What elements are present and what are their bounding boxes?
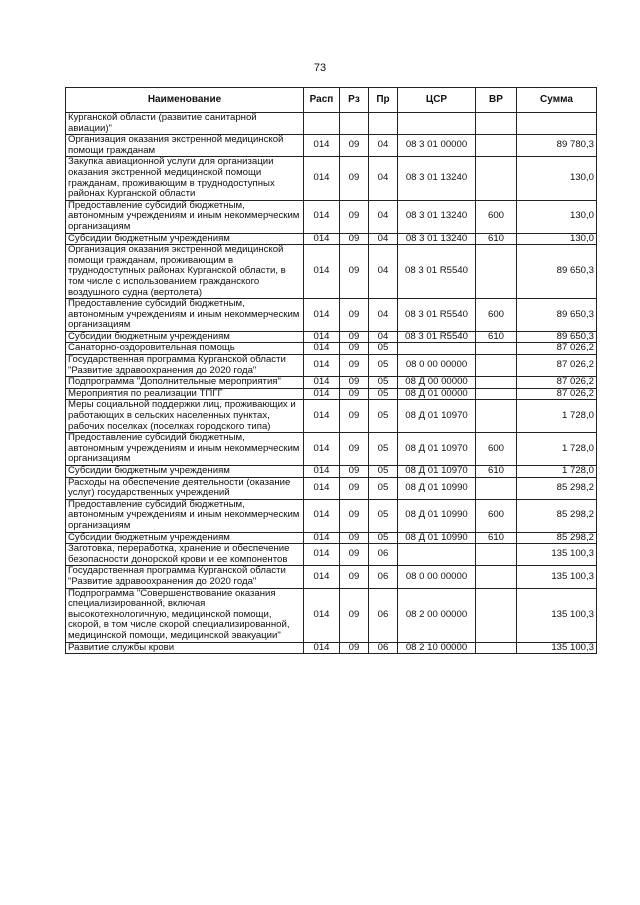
cell-name: Подпрограмма "Совершенствование оказания специализированной, включая высокотехнологичную, медицинской помощи, скорой, в том числе скорой специализированной, медицинской помощи, медицинской эвакуации" (66, 588, 304, 642)
cell-vr: 600 (476, 299, 517, 332)
cell-rz: 09 (340, 532, 369, 544)
cell-vr: 610 (476, 466, 517, 478)
cell-name: Меры социальной поддержки лиц, проживающих и работающих в сельских населенных пунктах, рабочих поселках (поселках городского типа) (66, 400, 304, 433)
cell-vr: 610 (476, 331, 517, 343)
cell-name: Организация оказания экстренной медицинской помощи гражданам (66, 135, 304, 157)
cell-csr: 08 0 00 00000 (398, 566, 476, 588)
cell-rz: 09 (340, 544, 369, 566)
cell-rz: 09 (340, 157, 369, 200)
cell-sum: 135 100,3 (517, 544, 597, 566)
cell-csr: 08 3 01 R5540 (398, 245, 476, 299)
cell-rasp: 014 (304, 245, 340, 299)
cell-vr (476, 377, 517, 389)
cell-csr: 08 Д 00 00000 (398, 377, 476, 389)
cell-vr (476, 642, 517, 654)
table-row (66, 343, 597, 355)
cell-rasp: 014 (304, 388, 340, 400)
cell-name: Развитие службы крови (66, 642, 304, 654)
cell-rz: 09 (340, 377, 369, 389)
cell-rasp: 014 (304, 466, 340, 478)
cell-name: Субсидии бюджетным учреждениям (66, 331, 304, 343)
cell-pr: 05 (369, 499, 398, 532)
cell-sum: 87 026,2 (517, 343, 597, 355)
cell-name: Санаторно-оздоровительная помощь (66, 343, 304, 355)
cell-rasp: 014 (304, 157, 340, 200)
cell-name: Подпрограмма "Дополнительные мероприятия" (66, 377, 304, 389)
cell-pr: 06 (369, 642, 398, 654)
cell-rasp: 014 (304, 642, 340, 654)
cell-csr: 08 Д 01 00000 (398, 388, 476, 400)
cell-csr: 08 Д 01 10970 (398, 433, 476, 466)
table-row (66, 642, 597, 654)
cell-vr (476, 388, 517, 400)
table-row (66, 157, 597, 200)
cell-rasp: 014 (304, 477, 340, 499)
cell-pr: 04 (369, 299, 398, 332)
table-row (66, 532, 597, 544)
table-row (66, 355, 597, 377)
cell-name: Предоставление субсидий бюджетным, автономным учреждениям и иным некоммерческим организациям (66, 499, 304, 532)
header-vr: ВР (476, 88, 517, 113)
cell-csr: 08 2 10 00000 (398, 642, 476, 654)
cell-pr: 04 (369, 157, 398, 200)
cell-csr: 08 3 01 13240 (398, 233, 476, 245)
cell-csr: 08 Д 01 10990 (398, 477, 476, 499)
cell-csr: 08 3 01 13240 (398, 200, 476, 233)
cell-name: Закупка авиационной услуги для организации оказания экстренной медицинской помощи гражданам, проживающим в труднодоступных районах Курганской области (66, 157, 304, 200)
cell-pr: 05 (369, 477, 398, 499)
cell-rasp (304, 113, 340, 135)
cell-rasp: 014 (304, 433, 340, 466)
cell-vr: 600 (476, 433, 517, 466)
header-pr: Пр (369, 88, 398, 113)
cell-sum: 85 298,2 (517, 477, 597, 499)
cell-sum: 87 026,2 (517, 388, 597, 400)
cell-pr: 05 (369, 377, 398, 389)
cell-sum: 85 298,2 (517, 499, 597, 532)
cell-rz: 09 (340, 388, 369, 400)
cell-rasp: 014 (304, 499, 340, 532)
cell-name: Курганской области (развитие санитарной авиации)" (66, 113, 304, 135)
header-name: Наименование (66, 88, 304, 113)
cell-vr (476, 355, 517, 377)
cell-rasp: 014 (304, 233, 340, 245)
cell-name: Предоставление субсидий бюджетным, автономным учреждениям и иным некоммерческим организациям (66, 433, 304, 466)
cell-pr: 05 (369, 433, 398, 466)
cell-sum: 135 100,3 (517, 588, 597, 642)
header-sum: Сумма (517, 88, 597, 113)
cell-csr: 08 Д 01 10970 (398, 466, 476, 478)
cell-rz: 09 (340, 588, 369, 642)
table-row (66, 433, 597, 466)
table-row (66, 113, 597, 135)
cell-sum: 89 650,3 (517, 299, 597, 332)
cell-pr: 05 (369, 532, 398, 544)
table-row (66, 566, 597, 588)
table-row (66, 477, 597, 499)
cell-rasp: 014 (304, 135, 340, 157)
cell-vr (476, 566, 517, 588)
table-row (66, 299, 597, 332)
cell-rasp: 014 (304, 532, 340, 544)
cell-csr: 08 3 01 R5540 (398, 331, 476, 343)
cell-sum: 89 650,3 (517, 331, 597, 343)
cell-rasp: 014 (304, 588, 340, 642)
cell-pr: 05 (369, 388, 398, 400)
cell-name: Организация оказания экстренной медицинской помощи гражданам, проживающим в труднодоступных районах Курганской области, в том числе с использованием гражданского воздушного судна (вертолета) (66, 245, 304, 299)
cell-rz: 09 (340, 343, 369, 355)
table-row (66, 233, 597, 245)
cell-vr: 610 (476, 532, 517, 544)
cell-rz: 09 (340, 245, 369, 299)
cell-vr (476, 588, 517, 642)
cell-sum: 85 298,2 (517, 532, 597, 544)
cell-sum: 89 780,3 (517, 135, 597, 157)
table-row (66, 245, 597, 299)
cell-name: Предоставление субсидий бюджетным, автономным учреждениям и иным некоммерческим организациям (66, 200, 304, 233)
cell-sum: 87 026,2 (517, 355, 597, 377)
cell-sum: 135 100,3 (517, 642, 597, 654)
cell-vr (476, 113, 517, 135)
cell-name: Государственная программа Курганской области "Развитие здравоохранения до 2020 года" (66, 355, 304, 377)
cell-csr: 08 0 00 00000 (398, 355, 476, 377)
cell-rz: 09 (340, 566, 369, 588)
cell-name: Заготовка, переработка, хранение и обеспечение безопасности донорской крови и ее компонентов (66, 544, 304, 566)
table-row (66, 200, 597, 233)
cell-rasp: 014 (304, 355, 340, 377)
cell-pr: 06 (369, 588, 398, 642)
cell-vr: 600 (476, 499, 517, 532)
cell-csr (398, 113, 476, 135)
cell-csr: 08 Д 01 10970 (398, 400, 476, 433)
cell-sum: 1 728,0 (517, 433, 597, 466)
cell-rz: 09 (340, 400, 369, 433)
table-row (66, 331, 597, 343)
budget-table (65, 87, 597, 654)
cell-csr (398, 343, 476, 355)
cell-vr (476, 157, 517, 200)
cell-rasp: 014 (304, 566, 340, 588)
cell-rz: 09 (340, 233, 369, 245)
cell-sum: 130,0 (517, 233, 597, 245)
header-rz: Рз (340, 88, 369, 113)
table-header-row (66, 88, 597, 113)
cell-pr: 04 (369, 200, 398, 233)
cell-sum: 135 100,3 (517, 566, 597, 588)
table-row (66, 588, 597, 642)
page-number: 73 (313, 62, 327, 74)
cell-rasp: 014 (304, 343, 340, 355)
cell-rz: 09 (340, 331, 369, 343)
header-csr: ЦСР (398, 88, 476, 113)
cell-name: Субсидии бюджетным учреждениям (66, 532, 304, 544)
cell-sum: 130,0 (517, 200, 597, 233)
table-row (66, 400, 597, 433)
cell-vr: 610 (476, 233, 517, 245)
cell-csr: 08 3 01 R5540 (398, 299, 476, 332)
cell-csr: 08 2 00 00000 (398, 588, 476, 642)
cell-rz: 09 (340, 355, 369, 377)
table-row (66, 499, 597, 532)
table-row (66, 466, 597, 478)
cell-pr: 04 (369, 135, 398, 157)
cell-pr: 05 (369, 400, 398, 433)
cell-rasp: 014 (304, 544, 340, 566)
cell-rz: 09 (340, 200, 369, 233)
cell-rz: 09 (340, 477, 369, 499)
cell-sum: 89 650,3 (517, 245, 597, 299)
cell-rasp: 014 (304, 299, 340, 332)
cell-sum: 87 026,2 (517, 377, 597, 389)
cell-name: Субсидии бюджетным учреждениям (66, 233, 304, 245)
cell-pr: 04 (369, 331, 398, 343)
cell-pr: 04 (369, 233, 398, 245)
cell-pr: 05 (369, 355, 398, 377)
cell-rasp: 014 (304, 200, 340, 233)
cell-sum: 130,0 (517, 157, 597, 200)
cell-vr: 600 (476, 200, 517, 233)
cell-vr (476, 544, 517, 566)
header-rasp: Расп (304, 88, 340, 113)
cell-pr (369, 113, 398, 135)
cell-pr: 05 (369, 466, 398, 478)
table-row (66, 388, 597, 400)
cell-vr (476, 245, 517, 299)
cell-rz: 09 (340, 299, 369, 332)
cell-csr: 08 Д 01 10990 (398, 532, 476, 544)
cell-pr: 04 (369, 245, 398, 299)
cell-vr (476, 477, 517, 499)
cell-rz: 09 (340, 466, 369, 478)
cell-pr: 06 (369, 566, 398, 588)
cell-vr (476, 400, 517, 433)
cell-csr: 08 3 01 00000 (398, 135, 476, 157)
table-row (66, 544, 597, 566)
cell-name: Государственная программа Курганской области "Развитие здравоохранения до 2020 года" (66, 566, 304, 588)
cell-name: Субсидии бюджетным учреждениям (66, 466, 304, 478)
table-row (66, 377, 597, 389)
cell-rz: 09 (340, 135, 369, 157)
cell-rz: 09 (340, 642, 369, 654)
cell-rz (340, 113, 369, 135)
cell-pr: 06 (369, 544, 398, 566)
cell-rz: 09 (340, 499, 369, 532)
cell-sum: 1 728,0 (517, 400, 597, 433)
cell-rasp: 014 (304, 377, 340, 389)
cell-vr (476, 135, 517, 157)
cell-pr: 05 (369, 343, 398, 355)
cell-sum: 1 728,0 (517, 466, 597, 478)
cell-sum (517, 113, 597, 135)
cell-rasp: 014 (304, 331, 340, 343)
cell-csr: 08 Д 01 10990 (398, 499, 476, 532)
table-body (66, 113, 597, 654)
cell-vr (476, 343, 517, 355)
cell-rz: 09 (340, 433, 369, 466)
cell-name: Предоставление субсидий бюджетным, автономным учреждениям и иным некоммерческим организациям (66, 299, 304, 332)
cell-name: Мероприятия по реализации ТПГГ (66, 388, 304, 400)
cell-rasp: 014 (304, 400, 340, 433)
cell-name: Расходы на обеспечение деятельности (оказание услуг) государственных учреждений (66, 477, 304, 499)
cell-csr (398, 544, 476, 566)
cell-csr: 08 3 01 13240 (398, 157, 476, 200)
table-row (66, 135, 597, 157)
